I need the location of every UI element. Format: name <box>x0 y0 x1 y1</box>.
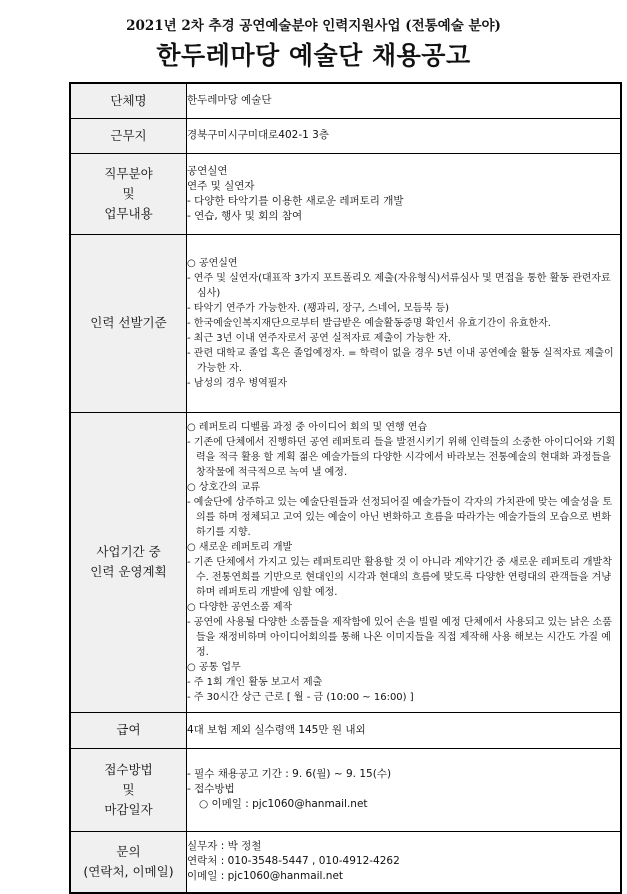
label-duty-line: 업무내용 <box>104 205 153 221</box>
row-duty <box>70 153 621 234</box>
label-contact <box>70 831 187 893</box>
value-location: 경북구미시구미대로402-1 3층 <box>187 118 622 153</box>
row-criteria <box>70 234 621 412</box>
value-duty <box>187 153 622 234</box>
contact-phone: 연락처 : 010-3548-5447 , 010-4912-4262 <box>187 855 400 868</box>
label-duty-line: 및 <box>122 185 135 201</box>
label-plan <box>70 412 187 712</box>
label-location: 근무지 <box>70 118 187 153</box>
label-duty-line: 직무분야 <box>104 165 153 181</box>
value-apply <box>187 748 622 831</box>
criteria-line: - 한국예술인복지재단으로부터 발급받은 예술활동증명 확인서 유효기간이 유효한자. <box>187 317 551 329</box>
plan-line: - 주 30시간 상근 근로 [ 월 - 금 (10:00 ~ 16:00) ] <box>187 691 414 703</box>
row-salary <box>70 712 621 748</box>
value-salary: 4대 보험 제외 실수령액 145만 원 내외 <box>187 712 622 748</box>
criteria-line: - 타악기 연주가 가능한자. (꽹과리, 장구, 스네어, 모듬북 등) <box>187 302 450 314</box>
label-apply-line: 및 <box>122 781 135 797</box>
criteria-line: - 관련 대학교 졸업 혹은 졸업예정자. = 학력이 없을 경우 5년 이내 공연예술 활동 실적자료 제출이 가능한 자. <box>187 347 614 374</box>
plan-line: ○ 레퍼토리 디벨롭 과정 중 아이디어 회의 및 연행 연습 <box>187 421 428 433</box>
plan-line: - 기존에 단체에서 진행하던 공연 레퍼토리 들을 발전시키기 위해 인력들의 소중한 아이디어와 기획력을 적극 활용 할 계획 젊은 예술가들의 다양한 시각에서 바라보는 전통예술의 현대화 과정들을 창작물에 적극적으로 녹여 낼 예정. <box>187 436 616 478</box>
duty-line: - 연습, 행사 및 회의 참여 <box>187 209 303 222</box>
label-plan-line: 사업기간 중 <box>96 544 161 559</box>
value-criteria <box>187 234 622 412</box>
label-apply-line: 마감일자 <box>104 801 153 817</box>
row-apply <box>70 748 621 831</box>
apply-line: - 접수방법 <box>187 783 235 795</box>
plan-line: - 기존 단체에서 가지고 있는 레퍼토리만 활용할 것 이 아니라 계약기간 중 새로운 레퍼토리 개발착수. 전통연희를 기반으로 현대인의 시각과 현대의 흐름에 맞도록 다양한 연령대의 관객들을 겨냥하며 레퍼토리 개발에 임할 예정. <box>187 556 612 598</box>
plan-line: - 공연에 사용될 다양한 소품들을 제작함에 있어 손을 빌릴 예정 단체에서 사용되고 있는 낡은 소품들을 재정비하며 아이디어회의를 통해 나온 이미지들을 직접 제작해 사용 해보는 시간도 가질 예정. <box>187 616 612 658</box>
duty-line: 연주 및 실연자 <box>187 179 255 192</box>
apply-line: - 필수 채용공고 기간 : 9. 6(월) ~ 9. 15(수) <box>187 768 392 780</box>
plan-line: ○ 상호간의 교류 <box>187 481 261 493</box>
label-apply-line: 접수방법 <box>104 761 153 777</box>
value-contact <box>187 831 622 893</box>
label-plan-line: 인력 운영계획 <box>90 564 167 579</box>
value-organization: 한두레마당 예술단 <box>187 83 622 118</box>
label-contact-line: (연락처, 이메일) <box>83 863 174 879</box>
label-apply <box>70 748 187 831</box>
plan-line: - 예술단에 상주하고 있는 예술단원들과 선정되어질 예술가들이 각자의 가치관에 맞는 예술성을 토의를 하며 정체되고 고여 있는 예술이 아닌 변화하고 흐름을 따라가는 예술가들의 모습으로 변화하기를 지향. <box>187 496 612 538</box>
row-location <box>70 118 621 153</box>
label-criteria: 인력 선발기준 <box>70 234 187 412</box>
label-duty <box>70 153 187 234</box>
duty-line: 공연실연 <box>187 164 228 177</box>
criteria-line: - 연주 및 실연자(대표작 3가지 포트폴리오 제출(자유형식)서류심사 및 면접을 통한 활동 관련자료 심사) <box>187 272 611 299</box>
recruitment-table <box>69 82 622 894</box>
row-plan <box>70 412 621 712</box>
label-salary: 급여 <box>70 712 187 748</box>
label-organization: 단체명 <box>70 83 187 118</box>
notice-title: 한두레마당 예술단 채용공고 <box>156 41 471 70</box>
contact-email: 이메일 : pjc1060@hanmail.net <box>187 870 344 883</box>
plan-line: ○ 공통 업무 <box>187 661 241 673</box>
contact-person: 실무자 : 박 정철 <box>187 840 262 853</box>
criteria-line: - 최근 3년 이내 연주자로서 공연 실적자료 제출이 가능한 자. <box>187 332 451 344</box>
row-organization <box>70 83 621 118</box>
plan-line: ○ 새로운 레퍼토리 개발 <box>187 541 293 553</box>
value-plan <box>187 412 622 712</box>
notice-subtitle: 2021년 2차 추경 공연예술분야 인력지원사업 (전통예술 분야) <box>126 18 501 34</box>
criteria-line: ○ 공연실연 <box>187 257 238 269</box>
criteria-line: - 남성의 경우 병역필자 <box>187 377 288 389</box>
row-contact <box>70 831 621 893</box>
apply-email: ○ 이메일 : pjc1060@hanmail.net <box>199 798 368 810</box>
label-contact-line: 문의 <box>116 843 141 859</box>
plan-line: ○ 다양한 공연소품 제작 <box>187 601 293 613</box>
duty-line: - 다양한 타악기를 이용한 새로운 레퍼토리 개발 <box>187 194 404 207</box>
plan-line: - 주 1회 개인 활동 보고서 제출 <box>187 676 323 688</box>
